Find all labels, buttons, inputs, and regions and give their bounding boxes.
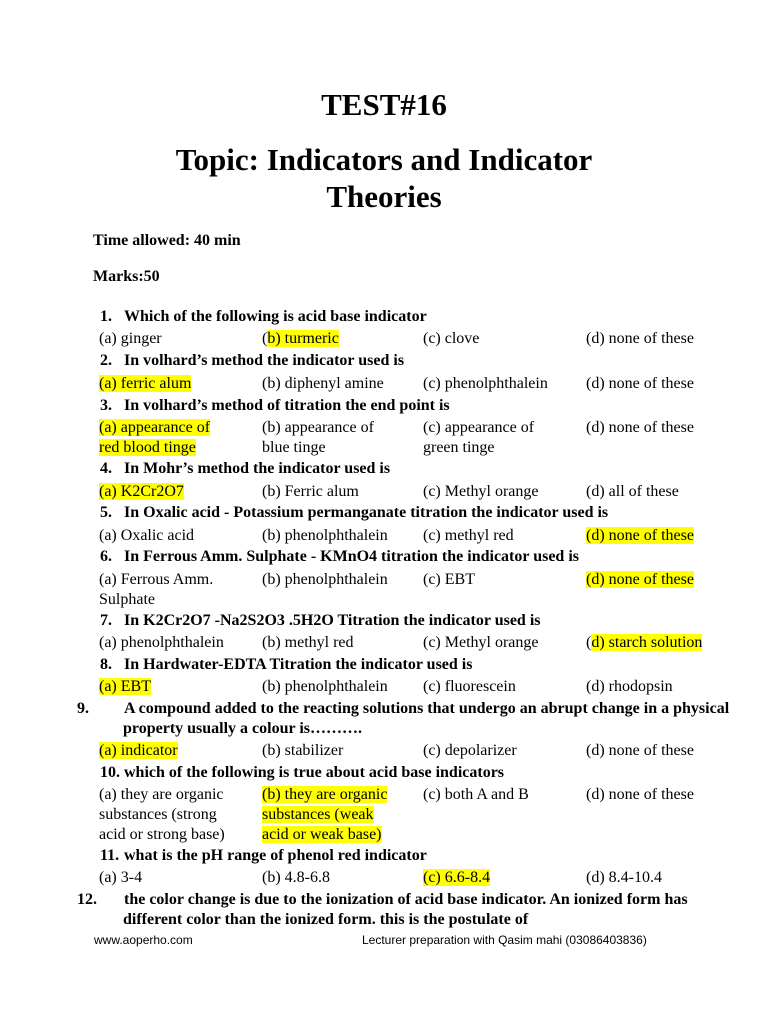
option-c: (c) both A and B bbox=[423, 786, 529, 803]
option-c: (c) methyl red bbox=[423, 527, 514, 544]
question-number: 12. bbox=[77, 891, 97, 908]
correct-answer-highlight: (b) they are organic bbox=[262, 786, 388, 803]
test-title: TEST#16 bbox=[321, 87, 447, 122]
question-8 bbox=[100, 655, 720, 675]
option-b: (b) diphenyl amine bbox=[262, 375, 384, 392]
option-b: (b) 4.8-6.8 bbox=[262, 869, 330, 886]
question-10 bbox=[100, 763, 720, 783]
question-number: 4. bbox=[100, 460, 112, 477]
question-text: what is the pH range of phenol red indicator bbox=[124, 847, 427, 864]
option-a bbox=[99, 677, 259, 697]
correct-answer-highlight: (c) 6.6-8.4 bbox=[423, 869, 491, 886]
correct-answer-highlight: substances (weak bbox=[262, 806, 374, 823]
question-text: In volhard’s method the indicator used is bbox=[124, 352, 405, 369]
question-number: 8. bbox=[100, 656, 112, 673]
question-text: Which of the following is acid base indicator bbox=[124, 308, 427, 325]
option-d: (d) none of these bbox=[586, 330, 694, 347]
option-b bbox=[262, 785, 420, 845]
option-a bbox=[99, 418, 259, 458]
correct-answer-highlight: (a) EBT bbox=[99, 678, 151, 695]
option-d: (d) 8.4-10.4 bbox=[586, 869, 662, 886]
question-7 bbox=[100, 611, 720, 631]
option-c: (c) appearance of green tinge bbox=[423, 419, 535, 456]
option-c: (c) fluorescein bbox=[423, 678, 516, 695]
question-4 bbox=[100, 459, 720, 479]
option-a: (a) 3-4 bbox=[99, 869, 143, 886]
option-d: (d) rhodopsin bbox=[586, 678, 673, 695]
option-b: (b) turmeric bbox=[262, 330, 339, 347]
question-9 bbox=[77, 699, 743, 739]
question-number: 9. bbox=[77, 700, 89, 717]
option-b: (b) phenolphthalein bbox=[262, 527, 388, 544]
option-b: (b) phenolphthalein bbox=[262, 678, 388, 695]
correct-answer-highlight: (d) none of these bbox=[586, 527, 694, 544]
correct-answer-highlight: b) turmeric bbox=[267, 330, 339, 347]
option-a: (a) Oxalic acid bbox=[99, 527, 195, 544]
option-b: (b) stabilizer bbox=[262, 742, 344, 759]
question-5 bbox=[100, 503, 720, 523]
question-2 bbox=[100, 351, 720, 371]
correct-answer-highlight: d) starch solution bbox=[591, 634, 703, 651]
question-text: the color change is due to the ionization of acid base indicator. An ionized form has different color than the ionized form. this is the postulate of bbox=[123, 891, 688, 928]
topic-title-line-2: Theories bbox=[326, 179, 442, 214]
correct-answer-highlight: red blood tinge bbox=[99, 439, 196, 456]
option-d bbox=[586, 570, 726, 590]
option-a: (a) Ferrous Amm. Sulphate bbox=[99, 571, 214, 608]
option-c: (c) Methyl orange bbox=[423, 483, 539, 500]
question-12 bbox=[77, 890, 743, 930]
correct-answer-highlight: (d) none of these bbox=[586, 571, 694, 588]
marks: Marks:50 bbox=[93, 268, 160, 285]
option-c bbox=[423, 868, 583, 888]
question-text: In volhard’s method of titration the end point is bbox=[124, 397, 450, 414]
question-text: A compound added to the reacting solutions that undergo an abrupt change in a physical property usually a colour is………. bbox=[123, 700, 730, 737]
question-number: 3. bbox=[100, 397, 112, 414]
question-number: 6. bbox=[100, 548, 112, 565]
correct-answer-highlight: acid or weak base) bbox=[262, 826, 382, 843]
option-a: (a) phenolphthalein bbox=[99, 634, 224, 651]
option-d: (d) all of these bbox=[586, 483, 679, 500]
question-text: In Oxalic acid - Potassium permanganate titration the indicator used is bbox=[124, 504, 609, 521]
correct-answer-highlight: (a) K2Cr2O7 bbox=[99, 483, 184, 500]
option-b: (b) phenolphthalein bbox=[262, 571, 388, 588]
footer-website: www.aoperho.com bbox=[94, 933, 193, 947]
footer-lecturer-credit: Lecturer preparation with Qasim mahi (03086403836) bbox=[362, 933, 647, 947]
question-11 bbox=[100, 846, 720, 866]
question-number: 2. bbox=[100, 352, 112, 369]
option-d: (d) none of these bbox=[586, 375, 694, 392]
option-b: (b) Ferric alum bbox=[262, 483, 359, 500]
question-text: In Ferrous Amm. Sulphate - KMnO4 titration the indicator used is bbox=[124, 548, 579, 565]
question-3 bbox=[100, 396, 720, 416]
option-a: (a) they are organic substances (strong acid or strong base) bbox=[99, 786, 225, 843]
option-d bbox=[586, 526, 726, 546]
option-d: (d) none of these bbox=[586, 419, 694, 436]
option-d: (d) none of these bbox=[586, 742, 694, 759]
option-d: (d) none of these bbox=[586, 786, 694, 803]
option-a bbox=[99, 482, 259, 502]
question-number: 11. bbox=[100, 847, 120, 864]
option-c: (c) phenolphthalein bbox=[423, 375, 548, 392]
question-text: In Hardwater-EDTA Titration the indicator used is bbox=[124, 656, 473, 673]
question-text: In Mohr’s method the indicator used is bbox=[124, 460, 391, 477]
option-b: (b) appearance of blue tinge bbox=[262, 419, 374, 456]
question-number: 7. bbox=[100, 612, 112, 629]
option-c: (c) clove bbox=[423, 330, 480, 347]
question-6 bbox=[100, 547, 720, 567]
option-a bbox=[99, 741, 259, 761]
topic-title-line-1: Topic: Indicators and Indicator bbox=[175, 142, 593, 177]
question-number: 1. bbox=[100, 308, 112, 325]
question-1 bbox=[100, 307, 720, 327]
correct-answer-highlight: (a) ferric alum bbox=[99, 375, 192, 392]
time-allowed: Time allowed: 40 min bbox=[93, 232, 241, 249]
option-c: (c) depolarizer bbox=[423, 742, 517, 759]
option-c: (c) EBT bbox=[423, 571, 475, 588]
option-c: (c) Methyl orange bbox=[423, 634, 539, 651]
correct-answer-highlight: (a) appearance of bbox=[99, 419, 211, 436]
question-number: 5. bbox=[100, 504, 112, 521]
option-d: (d) starch solution bbox=[586, 634, 703, 651]
option-a: (a) ginger bbox=[99, 330, 162, 347]
correct-answer-highlight: (a) indicator bbox=[99, 742, 178, 759]
question-text: which of the following is true about acid base indicators bbox=[124, 764, 505, 781]
question-text: In K2Cr2O7 -Na2S2O3 .5H2O Titration the indicator used is bbox=[124, 612, 541, 629]
option-b: (b) methyl red bbox=[262, 634, 354, 651]
option-a bbox=[99, 374, 259, 394]
question-number: 10. bbox=[100, 764, 120, 781]
